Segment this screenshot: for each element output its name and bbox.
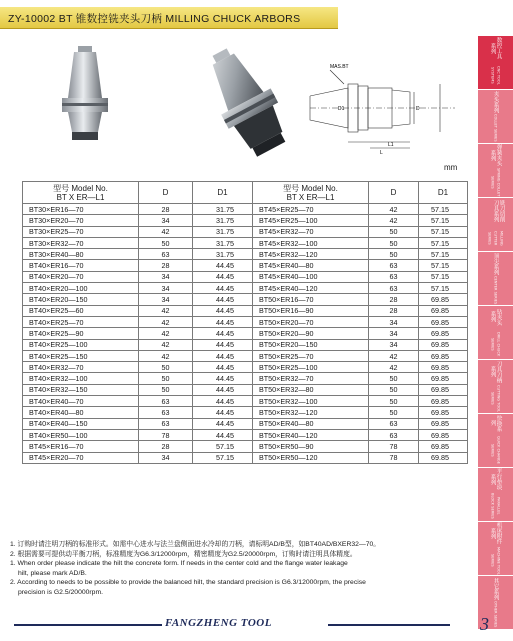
cell-d1-right: 57.15 [419,249,468,260]
side-tab-sublabel: CENTER SERIES [493,276,498,305]
side-tab-sublabel: DRILL CHUCK SERIES [490,331,501,357]
side-tab-label: 数控工具系列 [489,37,502,60]
table-body [23,204,468,464]
cell-model-left: BT30×ER20—70 [23,215,139,226]
cell-model-right: BT50×ER40—80 [253,418,369,429]
cell-d-right: 63 [369,283,419,294]
side-tab-label: 刀具刀柄系列 [489,360,502,383]
cell-d-right: 50 [369,226,419,237]
side-tab-sublabel: COLLET SERIES [493,114,498,143]
table-row [23,418,468,429]
cell-d1-left: 31.75 [193,204,253,215]
header-d1-left: D1 [193,182,253,204]
cell-d1-right: 69.85 [419,407,468,418]
cell-d1-right: 57.15 [419,283,468,294]
cell-d-right: 34 [369,328,419,339]
note-en-1-cont: hilt, please mark AD/B. [18,569,87,577]
side-tab-text [490,468,502,521]
cell-d-right: 78 [369,452,419,463]
side-tab-5[interactable] [478,252,513,306]
table-row [23,283,468,294]
side-tab-sublabel: CNC TOOL SYSTEMS [490,66,501,85]
side-tab-text [493,253,499,305]
side-tab-sublabel: QUICK CHANGE SERIES [490,436,501,465]
cell-d-right: 63 [369,271,419,282]
cell-d1-left: 44.45 [193,316,253,327]
cell-d-right: 50 [369,373,419,384]
cell-model-left: BT40×ER40—70 [23,396,139,407]
cell-d1-right: 69.85 [419,452,468,463]
cell-d-right: 50 [369,396,419,407]
cell-d1-right: 69.85 [419,429,468,440]
side-tab-sublabel: MILLING CUTTER SERIES [487,230,504,246]
spec-table [22,181,468,464]
cell-d-left: 50 [139,362,193,373]
cell-model-right: BT50×ER40—120 [253,429,369,440]
cell-d-right: 78 [369,441,419,452]
table-row [23,407,468,418]
side-tab-6[interactable] [478,306,513,360]
header-model-en: BT X ER—L1 [56,192,105,202]
cell-model-left: BT40×ER25—60 [23,305,139,316]
cell-d1-right: 69.85 [419,373,468,384]
side-tab-text [490,306,502,359]
table-row [23,237,468,248]
drawing-label-d1: D1 [338,106,345,112]
cell-d-left: 78 [139,429,193,440]
cell-d-left: 28 [139,260,193,271]
cell-d1-right: 69.85 [419,441,468,452]
table-row [23,384,468,395]
cell-model-right: BT50×ER32—80 [253,384,369,395]
cell-d-left: 34 [139,271,193,282]
cell-d-left: 50 [139,384,193,395]
cell-model-right: BT50×ER50—120 [253,452,369,463]
cell-model-left: BT40×ER32—150 [23,384,139,395]
note-cn-2: 2. 根据需要可提供动平衡刀柄，标准精度为G6.3/12000rpm，精密精度为G2.5/20000rpm，订购时请注明具体精度。 [10,550,357,558]
cell-model-right: BT45×ER32—100 [253,237,369,248]
cell-model-left: BT30×ER40—80 [23,249,139,260]
side-tab-10[interactable] [478,522,513,576]
cell-model-right: BT50×ER16—70 [253,294,369,305]
cell-d-left: 42 [139,339,193,350]
cell-model-left: BT40×ER32—70 [23,362,139,373]
side-tab-text [493,578,499,628]
cell-d-left: 42 [139,226,193,237]
side-tab-sublabel: OTHER SERIES [493,601,498,628]
cell-model-left: BT40×ER25—150 [23,350,139,361]
page-title: ZY-10002 BT 锥数控铣夹头刀柄 MILLING CHUCK ARBORS [8,13,301,25]
cell-model-left: BT40×ER16—70 [23,260,139,271]
cell-d1-left: 44.45 [193,339,253,350]
cell-d-right: 63 [369,418,419,429]
cell-d1-left: 44.45 [193,407,253,418]
cell-model-right: BT50×ER25—100 [253,362,369,373]
cell-model-left: BT40×ER40—150 [23,418,139,429]
cell-model-left: BT40×ER20—70 [23,271,139,282]
cell-model-left: BT40×ER25—90 [23,328,139,339]
cell-d1-right: 57.15 [419,260,468,271]
side-tab-label: 弹簧夹头系列 [489,144,502,167]
table-row [23,226,468,237]
side-tab-text [487,198,505,251]
side-tab-label: 平行垫块系列 [489,468,502,491]
note-en-2: 2. According to needs to be possible to provide the balanced hilt, the standard precision is G6.3/12000rpm, the precise [10,579,366,587]
cell-d-left: 34 [139,283,193,294]
cell-d1-left: 44.45 [193,328,253,339]
cell-model-right: BT50×ER50—90 [253,441,369,452]
cell-d-right: 42 [369,362,419,373]
cell-d1-left: 44.45 [193,396,253,407]
table-row [23,260,468,271]
side-tab-label: 夹头系列 [492,90,499,114]
unit-label: mm [444,163,458,172]
cell-d-right: 63 [369,429,419,440]
cell-model-left: BT40×ER40—80 [23,407,139,418]
header-model-right [253,182,369,204]
cell-d1-right: 69.85 [419,362,468,373]
header-model-cn: 型号 Model No. [283,183,338,193]
cell-d-right: 42 [369,215,419,226]
side-tab-7[interactable] [478,360,513,414]
side-tab-text [490,36,502,89]
cell-d1-left: 57.15 [193,441,253,452]
side-tab-text [490,522,502,575]
side-tab-label: 机床附件系列 [489,522,502,545]
product-photos [40,40,300,158]
side-tab-3[interactable] [478,144,513,198]
cell-d-left: 63 [139,407,193,418]
cell-d-left: 63 [139,396,193,407]
cell-d1-left: 44.45 [193,260,253,271]
header-d-right: D [369,182,419,204]
cell-d-right: 50 [369,407,419,418]
cell-d1-right: 57.15 [419,215,468,226]
cell-d-left: 42 [139,350,193,361]
cell-d1-right: 57.15 [419,271,468,282]
table-row [23,396,468,407]
drawing-label-l: L [380,150,383,156]
table-row [23,339,468,350]
cell-model-right: BT45×ER32—70 [253,226,369,237]
cell-d1-right: 69.85 [419,294,468,305]
cell-model-left: BT40×ER32—100 [23,373,139,384]
cell-d-left: 34 [139,452,193,463]
cell-d1-left: 31.75 [193,249,253,260]
cell-model-left: BT30×ER16—70 [23,204,139,215]
cell-d-left: 63 [139,249,193,260]
cell-d-left: 50 [139,373,193,384]
cell-model-right: BT50×ER20—150 [253,339,369,350]
side-tab-sublabel: MACHINE TOOL SERIES [490,546,501,575]
note-cn-1: 1. 订购时请注明刀柄的标准形式。如需中心进水与法兰盘侧面进水冷却的刀柄，请标明AD/B型，如BT40AD/BXER32—70。 [10,541,381,548]
side-tab-sublabel: SPRING COLLET SERIES [490,168,501,197]
footer-brand: FANGZHENG TOOL [165,617,272,629]
cell-d1-left: 31.75 [193,215,253,226]
cell-model-left: BT30×ER25—70 [23,226,139,237]
table-row [23,328,468,339]
cell-d-right: 28 [369,294,419,305]
page-number: 3 [480,614,489,634]
cell-d-right: 42 [369,204,419,215]
header-d1-right: D1 [419,182,468,204]
cell-d-right: 28 [369,305,419,316]
cell-d1-right: 69.85 [419,305,468,316]
cell-d1-left: 44.45 [193,418,253,429]
holder-photo-right [195,40,296,158]
table-header-row [23,182,468,204]
header-model-left [23,182,139,204]
cell-d1-left: 31.75 [193,237,253,248]
side-tab-label: 钻夹头系列 [489,308,502,326]
holder-photo-left [62,46,108,140]
cell-model-right: BT50×ER20—90 [253,328,369,339]
cell-d1-right: 69.85 [419,316,468,327]
cell-model-right: BT45×ER40—80 [253,260,369,271]
cell-model-left: BT45×ER16—70 [23,441,139,452]
side-tab-text [490,144,502,197]
cell-d-right: 34 [369,339,419,350]
cell-d-left: 34 [139,215,193,226]
cell-d1-left: 44.45 [193,429,253,440]
cell-d1-left: 44.45 [193,350,253,361]
header-d-left: D [139,182,193,204]
side-tab-text [493,91,499,142]
side-tab-column [478,0,513,641]
cell-model-left: BT45×ER20—70 [23,452,139,463]
footer-rule-right [328,624,450,626]
cell-d-right: 50 [369,249,419,260]
side-tab-label: 其它系列 [492,577,499,601]
cell-d1-right: 57.15 [419,226,468,237]
cell-d1-right: 57.15 [419,237,468,248]
table-row [23,452,468,463]
cell-model-left: BT40×ER50—100 [23,429,139,440]
cell-model-left: BT30×ER32—70 [23,237,139,248]
cell-d-right: 34 [369,316,419,327]
drawing-label-d: D [416,106,420,112]
side-tab-9[interactable] [478,468,513,522]
cell-d1-right: 69.85 [419,396,468,407]
cell-model-right: BT45×ER40—100 [253,271,369,282]
cell-d1-right: 69.85 [419,418,468,429]
cell-d1-right: 69.85 [419,350,468,361]
cell-d1-right: 57.15 [419,204,468,215]
cell-d-left: 28 [139,441,193,452]
cell-model-right: BT50×ER20—70 [253,316,369,327]
cell-model-left: BT40×ER25—70 [23,316,139,327]
footer-rule-left [14,624,162,626]
cell-d-right: 63 [369,260,419,271]
cell-d-right: 50 [369,237,419,248]
cell-d-left: 42 [139,305,193,316]
cell-d1-left: 44.45 [193,294,253,305]
table-row [23,429,468,440]
table-row [23,204,468,215]
cell-d1-left: 44.45 [193,305,253,316]
technical-drawing [300,58,460,158]
side-tab-4[interactable] [478,198,513,252]
cell-d1-right: 69.85 [419,328,468,339]
header-model-en: BT X ER—L1 [286,192,335,202]
cell-d-right: 50 [369,384,419,395]
drawing-label-taper: MAS.BT [330,64,349,70]
cell-model-right: BT50×ER32—70 [253,373,369,384]
cell-model-right: BT45×ER32—120 [253,249,369,260]
cell-d1-left: 44.45 [193,362,253,373]
cell-d-right: 42 [369,350,419,361]
side-tab-text [490,414,502,467]
cell-model-right: BT45×ER25—70 [253,204,369,215]
side-tab-text [490,360,502,413]
cell-d1-left: 44.45 [193,271,253,282]
cell-model-right: BT45×ER25—100 [253,215,369,226]
cell-model-right: BT50×ER16—90 [253,305,369,316]
cell-d1-right: 69.85 [419,339,468,350]
table-row [23,294,468,305]
note-en-2-cont: precision is G2.5/20000rpm. [18,588,104,596]
side-tab-label: 顶尖系列 [492,252,499,276]
cell-model-left: BT40×ER25—100 [23,339,139,350]
cell-d1-left: 44.45 [193,283,253,294]
cell-model-right: BT50×ER32—120 [253,407,369,418]
cell-model-right: BT50×ER32—100 [253,396,369,407]
note-en-1: 1. When order please indicate the hilt the concrete form. If needs in the center cold and the flange water leakage [10,560,348,568]
cell-d-left: 63 [139,418,193,429]
side-tab-sublabel: PARALLEL BLOCK SERIES [490,493,501,520]
table-row [23,350,468,361]
cell-model-right: BT50×ER25—70 [253,350,369,361]
table-row [23,316,468,327]
cell-d1-left: 57.15 [193,452,253,463]
drawing-label-l1: L1 [388,142,394,148]
table-row [23,373,468,384]
side-tab-sublabel: CUTTING TOOL SERIES [490,385,501,413]
table-row [23,249,468,260]
header-model-cn: 型号 Model No. [53,183,108,193]
side-tab-8[interactable] [478,414,513,468]
table-row [23,305,468,316]
cell-d-left: 34 [139,294,193,305]
table-row [23,441,468,452]
cell-d1-left: 31.75 [193,226,253,237]
side-tab-label: 快换系列 [489,414,502,432]
cell-d-left: 42 [139,316,193,327]
cell-d1-left: 44.45 [193,373,253,384]
cell-d1-right: 69.85 [419,384,468,395]
cell-model-left: BT40×ER20—150 [23,294,139,305]
cell-model-left: BT40×ER20—100 [23,283,139,294]
cell-d-left: 42 [139,328,193,339]
table-row [23,271,468,282]
cell-d-left: 50 [139,237,193,248]
notes [10,540,470,598]
side-tab-2[interactable] [478,90,513,144]
side-tab-label: 铣刀切削刀具系列 [492,199,505,223]
cell-d1-left: 44.45 [193,384,253,395]
table-row [23,362,468,373]
table-row [23,215,468,226]
cell-d-left: 28 [139,204,193,215]
cell-model-right: BT45×ER40—120 [253,283,369,294]
side-tab-1[interactable] [478,36,513,90]
